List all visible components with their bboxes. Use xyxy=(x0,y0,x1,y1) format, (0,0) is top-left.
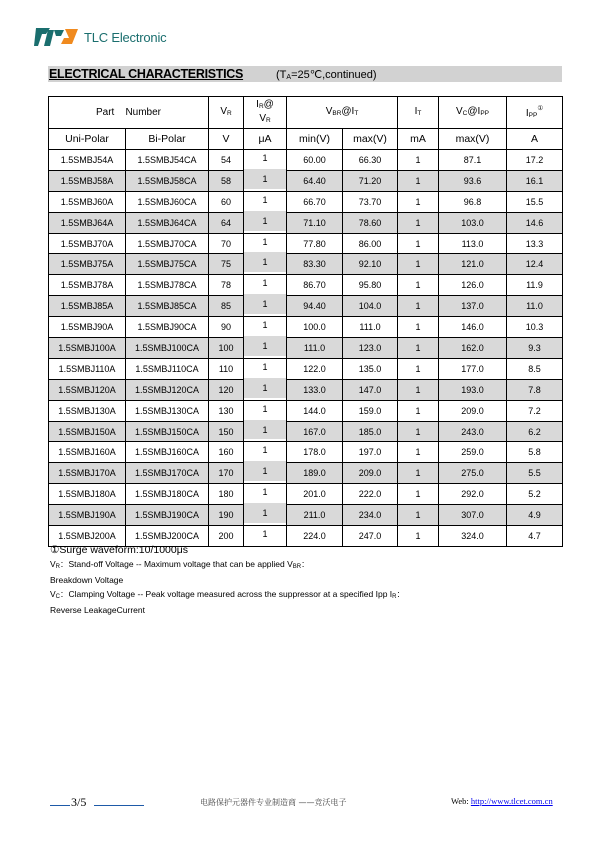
cell-vr: 180 xyxy=(209,484,244,505)
cell-vbr-min: 211.0 xyxy=(287,505,343,526)
cell-ipp: 7.8 xyxy=(507,379,563,400)
footer-rule-right xyxy=(94,805,144,806)
cell-it: 1 xyxy=(398,358,439,379)
cell-unipolar: 1.5SMBJ54A xyxy=(49,150,126,171)
table-row xyxy=(49,254,563,275)
note-breakdown: Breakdown Voltage xyxy=(50,575,124,585)
cell-vbr-max: 185.0 xyxy=(343,421,398,442)
cell-bipolar: 1.5SMBJ100CA xyxy=(126,338,209,359)
cell-it: 1 xyxy=(398,317,439,338)
cell-vc: 103.0 xyxy=(439,212,507,233)
cell-ir: 1 xyxy=(244,356,287,377)
unit-ipp: A xyxy=(507,129,563,150)
cell-vr: 160 xyxy=(209,442,244,463)
cell-bipolar: 1.5SMBJ75CA xyxy=(126,254,209,275)
cell-vc: 146.0 xyxy=(439,317,507,338)
cell-ir: 1 xyxy=(244,273,287,294)
unit-vc: max(V) xyxy=(439,129,507,150)
cell-vbr-min: 122.0 xyxy=(287,358,343,379)
cell-ipp: 9.3 xyxy=(507,338,563,359)
cell-bipolar: 1.5SMBJ90CA xyxy=(126,317,209,338)
cell-ipp: 15.5 xyxy=(507,191,563,212)
table-row xyxy=(49,442,563,463)
cell-bipolar: 1.5SMBJ85CA xyxy=(126,296,209,317)
cell-vr: 150 xyxy=(209,421,244,442)
note-surge: ①Surge waveform:10/1000μs xyxy=(50,544,189,556)
cell-vr: 60 xyxy=(209,191,244,212)
cell-unipolar: 1.5SMBJ64A xyxy=(49,212,126,233)
cell-unipolar: 1.5SMBJ150A xyxy=(49,421,126,442)
header-row-units xyxy=(49,129,563,150)
cell-vbr-min: 133.0 xyxy=(287,379,343,400)
cell-ipp: 5.5 xyxy=(507,463,563,484)
section-title: ELECTRICAL CHARACTERISTICS xyxy=(49,67,244,81)
cell-vbr-min: 144.0 xyxy=(287,400,343,421)
table-row xyxy=(49,212,563,233)
cell-vc: 121.0 xyxy=(439,254,507,275)
cell-it: 1 xyxy=(398,379,439,400)
cell-vr: 85 xyxy=(209,296,244,317)
unit-bipolar: Bi-Polar xyxy=(126,129,209,150)
cell-vbr-min: 66.70 xyxy=(287,191,343,212)
header-it: IT xyxy=(398,97,439,129)
unit-vbr-min: min(V) xyxy=(287,129,343,150)
cell-vr: 100 xyxy=(209,338,244,359)
header-vr: VR xyxy=(209,97,244,129)
unit-unipolar: Uni-Polar xyxy=(49,129,126,150)
cell-bipolar: 1.5SMBJ130CA xyxy=(126,400,209,421)
cell-vbr-max: 247.0 xyxy=(343,526,398,547)
cell-bipolar: 1.5SMBJ54CA xyxy=(126,150,209,171)
cell-vbr-max: 234.0 xyxy=(343,505,398,526)
cell-vbr-max: 73.70 xyxy=(343,191,398,212)
header-part-number: Part Number xyxy=(49,97,209,129)
cell-ipp: 13.3 xyxy=(507,233,563,254)
cell-bipolar: 1.5SMBJ70CA xyxy=(126,233,209,254)
cell-ir: 1 xyxy=(244,377,287,398)
cell-it: 1 xyxy=(398,338,439,359)
table-row xyxy=(49,317,563,338)
cell-it: 1 xyxy=(398,150,439,171)
cell-vc: 209.0 xyxy=(439,400,507,421)
table-row xyxy=(49,400,563,421)
cell-ir: 1 xyxy=(244,482,287,503)
electrical-characteristics-table xyxy=(48,96,563,547)
cell-vbr-max: 86.00 xyxy=(343,233,398,254)
table-row xyxy=(49,358,563,379)
cell-bipolar: 1.5SMBJ58CA xyxy=(126,170,209,191)
cell-ir: 1 xyxy=(244,461,287,482)
cell-vc: 193.0 xyxy=(439,379,507,400)
cell-ipp: 16.1 xyxy=(507,170,563,191)
cell-ir: 1 xyxy=(244,210,287,231)
cell-bipolar: 1.5SMBJ64CA xyxy=(126,212,209,233)
cell-ipp: 4.9 xyxy=(507,505,563,526)
cell-it: 1 xyxy=(398,484,439,505)
cell-it: 1 xyxy=(398,275,439,296)
cell-bipolar: 1.5SMBJ190CA xyxy=(126,505,209,526)
cell-unipolar: 1.5SMBJ58A xyxy=(49,170,126,191)
cell-vbr-min: 224.0 xyxy=(287,526,343,547)
cell-vbr-max: 78.60 xyxy=(343,212,398,233)
table-row xyxy=(49,170,563,191)
table-row xyxy=(49,505,563,526)
cell-vc: 275.0 xyxy=(439,463,507,484)
cell-unipolar: 1.5SMBJ70A xyxy=(49,233,126,254)
cell-unipolar: 1.5SMBJ130A xyxy=(49,400,126,421)
cell-unipolar: 1.5SMBJ110A xyxy=(49,358,126,379)
cell-ir: 1 xyxy=(244,189,287,210)
cell-unipolar: 1.5SMBJ180A xyxy=(49,484,126,505)
header-ipp: IPP① xyxy=(507,97,563,129)
header-ir: IR@ VR xyxy=(244,97,287,129)
cell-vbr-max: 104.0 xyxy=(343,296,398,317)
cell-vr: 54 xyxy=(209,150,244,171)
cell-vc: 96.8 xyxy=(439,191,507,212)
cell-vr: 130 xyxy=(209,400,244,421)
cell-vbr-min: 60.00 xyxy=(287,150,343,171)
table-row xyxy=(49,421,563,442)
cell-vbr-max: 95.80 xyxy=(343,275,398,296)
cell-bipolar: 1.5SMBJ120CA xyxy=(126,379,209,400)
cell-vbr-min: 64.40 xyxy=(287,170,343,191)
cell-ipp: 8.5 xyxy=(507,358,563,379)
footer-rule-left xyxy=(50,805,70,806)
cell-vbr-max: 159.0 xyxy=(343,400,398,421)
cell-unipolar: 1.5SMBJ120A xyxy=(49,379,126,400)
cell-unipolar: 1.5SMBJ78A xyxy=(49,275,126,296)
table-row xyxy=(49,379,563,400)
cell-ir: 1 xyxy=(244,398,287,419)
table-row xyxy=(49,296,563,317)
cell-vr: 78 xyxy=(209,275,244,296)
cell-vc: 177.0 xyxy=(439,358,507,379)
cell-ir: 1 xyxy=(244,440,287,461)
table-row xyxy=(49,150,563,171)
cell-vc: 87.1 xyxy=(439,150,507,171)
cell-ipp: 11.0 xyxy=(507,296,563,317)
cell-vbr-min: 71.10 xyxy=(287,212,343,233)
cell-vr: 110 xyxy=(209,358,244,379)
cell-bipolar: 1.5SMBJ170CA xyxy=(126,463,209,484)
cell-it: 1 xyxy=(398,442,439,463)
cell-vbr-max: 222.0 xyxy=(343,484,398,505)
cell-unipolar: 1.5SMBJ200A xyxy=(49,526,126,547)
brand-name: TLC Electronic xyxy=(84,29,167,45)
cell-vc: 292.0 xyxy=(439,484,507,505)
cell-ir: 1 xyxy=(244,503,287,524)
cell-ir: 1 xyxy=(244,419,287,440)
cell-vr: 90 xyxy=(209,317,244,338)
cell-vbr-min: 100.0 xyxy=(287,317,343,338)
cell-vbr-min: 167.0 xyxy=(287,421,343,442)
cell-unipolar: 1.5SMBJ100A xyxy=(49,338,126,359)
table-body xyxy=(49,150,563,547)
cell-it: 1 xyxy=(398,421,439,442)
cell-vbr-min: 111.0 xyxy=(287,338,343,359)
cell-it: 1 xyxy=(398,212,439,233)
cell-vc: 113.0 xyxy=(439,233,507,254)
cell-vbr-max: 197.0 xyxy=(343,442,398,463)
cell-vc: 137.0 xyxy=(439,296,507,317)
cell-vbr-max: 135.0 xyxy=(343,358,398,379)
table-row xyxy=(49,233,563,254)
header-vbr: VBR@IT xyxy=(287,97,398,129)
header-vc: VC@IPP xyxy=(439,97,507,129)
note-leakage: Reverse LeakageCurrent xyxy=(50,605,145,615)
section-title-bar xyxy=(48,66,562,82)
cell-ir: 1 xyxy=(244,336,287,357)
cell-vr: 120 xyxy=(209,379,244,400)
footer-web: Web: http://www.tlcet.com.cn xyxy=(451,796,553,806)
cell-it: 1 xyxy=(398,233,439,254)
cell-ipp: 11.9 xyxy=(507,275,563,296)
cell-unipolar: 1.5SMBJ160A xyxy=(49,442,126,463)
cell-vbr-min: 178.0 xyxy=(287,442,343,463)
cell-vbr-max: 123.0 xyxy=(343,338,398,359)
cell-vc: 126.0 xyxy=(439,275,507,296)
cell-unipolar: 1.5SMBJ75A xyxy=(49,254,126,275)
cell-ir: 1 xyxy=(244,315,287,336)
cell-ipp: 5.2 xyxy=(507,484,563,505)
cell-vc: 162.0 xyxy=(439,338,507,359)
cell-bipolar: 1.5SMBJ200CA xyxy=(126,526,209,547)
cell-vc: 259.0 xyxy=(439,442,507,463)
cell-vc: 307.0 xyxy=(439,505,507,526)
cell-bipolar: 1.5SMBJ150CA xyxy=(126,421,209,442)
cell-vbr-min: 77.80 xyxy=(287,233,343,254)
cell-vr: 200 xyxy=(209,526,244,547)
cell-it: 1 xyxy=(398,254,439,275)
cell-vbr-min: 201.0 xyxy=(287,484,343,505)
cell-vbr-max: 66.30 xyxy=(343,150,398,171)
tlc-logo-icon xyxy=(34,26,80,48)
cell-unipolar: 1.5SMBJ60A xyxy=(49,191,126,212)
cell-ir: 1 xyxy=(244,231,287,252)
cell-it: 1 xyxy=(398,526,439,547)
cell-vbr-max: 92.10 xyxy=(343,254,398,275)
footer-tagline: 电路保护元器件专业制造商 ——竞沃电子 xyxy=(200,798,347,807)
cell-bipolar: 1.5SMBJ180CA xyxy=(126,484,209,505)
cell-ipp: 6.2 xyxy=(507,421,563,442)
page-number: 3/5 xyxy=(71,795,87,809)
page-footer xyxy=(0,792,596,812)
cell-bipolar: 1.5SMBJ78CA xyxy=(126,275,209,296)
cell-unipolar: 1.5SMBJ170A xyxy=(49,463,126,484)
unit-vr: V xyxy=(209,129,244,150)
table-row xyxy=(49,275,563,296)
cell-vbr-min: 83.30 xyxy=(287,254,343,275)
cell-vc: 243.0 xyxy=(439,421,507,442)
cell-it: 1 xyxy=(398,400,439,421)
table-row xyxy=(49,338,563,359)
cell-it: 1 xyxy=(398,170,439,191)
section-condition: $(T_A=25℃,continued)$ xyxy=(276,69,377,81)
cell-ir: 1 xyxy=(244,148,287,169)
cell-bipolar: 1.5SMBJ160CA xyxy=(126,442,209,463)
cell-ipp: 14.6 xyxy=(507,212,563,233)
unit-vbr-max: max(V) xyxy=(343,129,398,150)
cell-vr: 190 xyxy=(209,505,244,526)
cell-bipolar: 1.5SMBJ110CA xyxy=(126,358,209,379)
website-link[interactable]: http://www.tlcet.com.cn xyxy=(470,796,553,806)
table-row xyxy=(49,484,563,505)
cell-vbr-max: 147.0 xyxy=(343,379,398,400)
cell-ir: 1 xyxy=(244,252,287,273)
cell-vbr-max: 111.0 xyxy=(343,317,398,338)
cell-vc: 324.0 xyxy=(439,526,507,547)
cell-ir: 1 xyxy=(244,294,287,315)
cell-vbr-min: 189.0 xyxy=(287,463,343,484)
unit-it: mA xyxy=(398,129,439,150)
cell-unipolar: 1.5SMBJ90A xyxy=(49,317,126,338)
cell-vbr-min: 86.70 xyxy=(287,275,343,296)
cell-vr: 170 xyxy=(209,463,244,484)
cell-it: 1 xyxy=(398,191,439,212)
cell-vc: 93.6 xyxy=(439,170,507,191)
footnotes xyxy=(50,544,405,618)
cell-vr: 75 xyxy=(209,254,244,275)
cell-unipolar: 1.5SMBJ190A xyxy=(49,505,126,526)
note-vc: VC：Clamping Voltage -- Peak voltage measured across the suppressor at a specified Ipp IR： xyxy=(50,588,406,600)
cell-ipp: 5.8 xyxy=(507,442,563,463)
cell-vbr-min: 94.40 xyxy=(287,296,343,317)
cell-vbr-max: 71.20 xyxy=(343,170,398,191)
cell-ir: 1 xyxy=(244,168,287,189)
cell-vr: 70 xyxy=(209,233,244,254)
cell-unipolar: 1.5SMBJ85A xyxy=(49,296,126,317)
note-vr: VR：Stand-off Voltage -- Maximum voltage that can be applied VBR： xyxy=(50,558,310,570)
cell-ipp: 10.3 xyxy=(507,317,563,338)
cell-it: 1 xyxy=(398,463,439,484)
cell-it: 1 xyxy=(398,505,439,526)
cell-ipp: 7.2 xyxy=(507,400,563,421)
cell-vr: 64 xyxy=(209,212,244,233)
table-row xyxy=(49,463,563,484)
cell-bipolar: 1.5SMBJ60CA xyxy=(126,191,209,212)
cell-vr: 58 xyxy=(209,170,244,191)
cell-ipp: 12.4 xyxy=(507,254,563,275)
cell-ipp: 17.2 xyxy=(507,150,563,171)
header-row-symbols xyxy=(49,97,563,129)
cell-vbr-max: 209.0 xyxy=(343,463,398,484)
company-logo xyxy=(34,26,166,48)
table-row xyxy=(49,191,563,212)
cell-ir: 1 xyxy=(244,524,287,545)
cell-it: 1 xyxy=(398,296,439,317)
cell-ipp: 4.7 xyxy=(507,526,563,547)
unit-ir: μA xyxy=(244,129,287,150)
